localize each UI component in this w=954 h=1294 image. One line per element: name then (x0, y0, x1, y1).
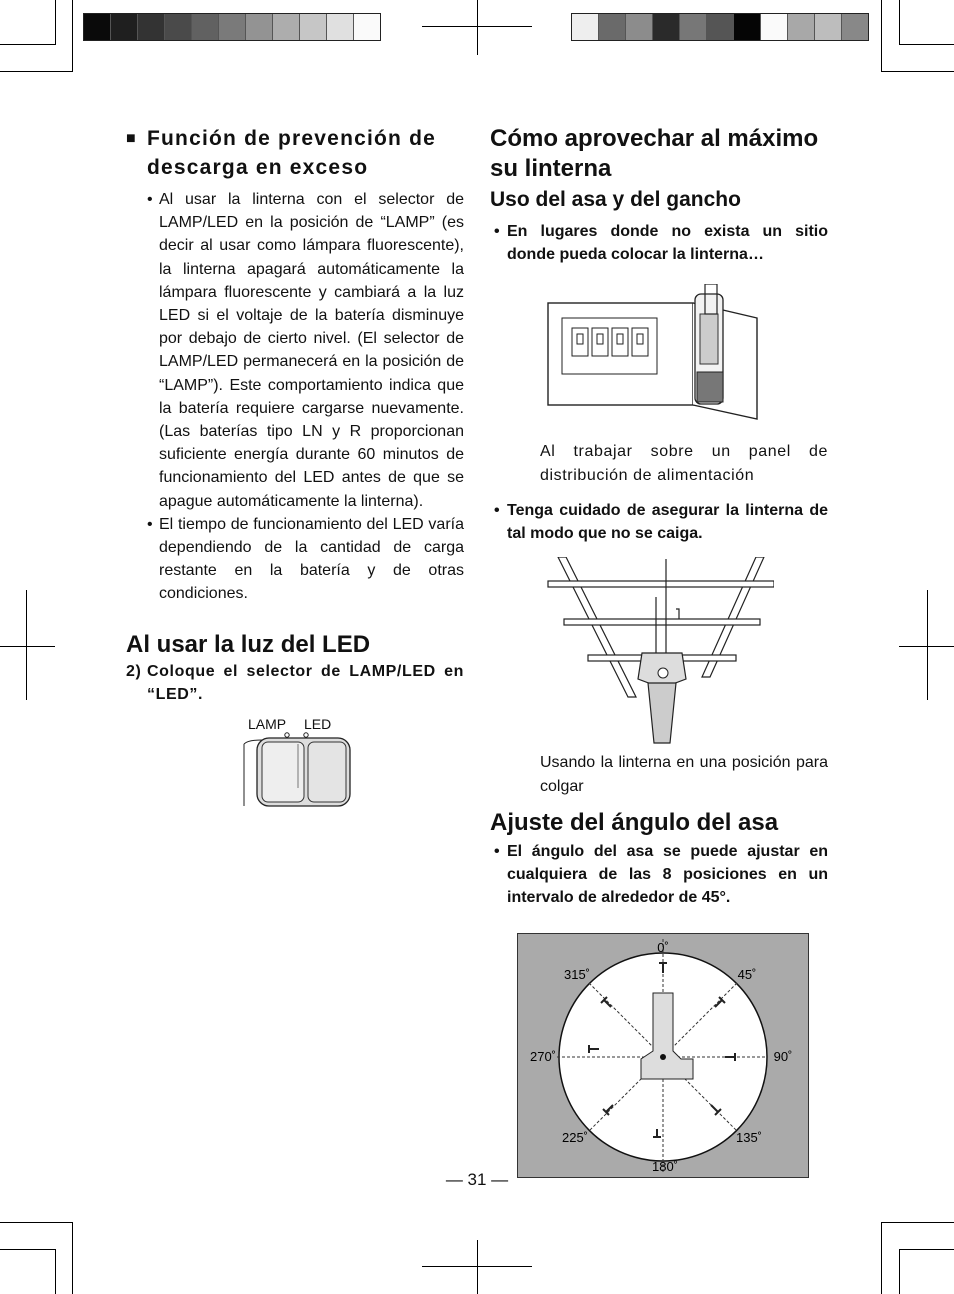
page-number: — 31 — (445, 1170, 509, 1189)
crop-mark (55, 1249, 56, 1294)
list-item (126, 513, 464, 606)
lamp-led-switch-illustration (126, 716, 464, 816)
crop-mark (0, 646, 55, 647)
bullet-icon: • (494, 843, 500, 860)
grayscale-strip-left (83, 13, 381, 41)
crop-mark (899, 1249, 900, 1294)
angle-label: 315˚ (563, 967, 591, 982)
crop-mark (477, 1240, 478, 1294)
crop-mark (0, 71, 72, 72)
step-instruction (126, 660, 464, 706)
angle-label: 0˚ (657, 940, 669, 955)
caption-hanging: Usando la linterna en una posición para colgar (540, 754, 828, 795)
list-item-text: Tenga cuidado de asegurar la linterna de tal modo que no se caiga. (507, 502, 828, 542)
list-item-text: En lugares donde no exista un sitio donde pueda colocar la linterna… (507, 223, 828, 263)
crop-mark (881, 0, 882, 72)
crop-mark (899, 1249, 954, 1250)
crop-mark (899, 0, 900, 45)
section-heading-led: Al usar la luz del LED (126, 630, 371, 658)
angle-label: 45˚ (737, 967, 757, 982)
crop-mark (899, 646, 954, 647)
crop-mark (881, 1222, 882, 1294)
angle-label: 225˚ (561, 1130, 589, 1145)
list-item-text: El ángulo del asa se puede ajustar en cualquiera de las 8 posiciones en un intervalo de alrededor de 45°. (507, 843, 828, 906)
crop-mark (26, 590, 27, 700)
crop-mark (72, 0, 73, 72)
list-item (490, 499, 828, 545)
bullet-icon: • (147, 515, 153, 533)
crop-mark (899, 44, 954, 45)
list-item (126, 188, 464, 513)
grayscale-strip-right (571, 13, 869, 41)
list-item (490, 840, 828, 909)
crop-mark (0, 1222, 72, 1223)
angle-label: 135˚ (735, 1130, 763, 1145)
section-heading-overdischarge (126, 124, 464, 182)
crop-mark (0, 1249, 55, 1250)
distribution-panel-illustration (545, 284, 765, 434)
bullet-icon: • (147, 191, 153, 208)
angle-label: 90˚ (773, 1049, 793, 1064)
hanging-lantern-illustration (544, 557, 774, 747)
list-item (490, 220, 828, 266)
list-item-text: El tiempo de funcionamiento del LED varía dependiendo de la cantidad de carga restante en la batería y de otras condiciones. (159, 515, 464, 603)
bullet-icon: • (494, 502, 500, 519)
crop-mark (927, 590, 928, 700)
angle-label: 180˚ (651, 1159, 679, 1174)
crop-mark (881, 1222, 954, 1223)
switch-drawing (238, 730, 358, 810)
list-item-text: Al usar la linterna con el selector de LAMP/LED en la posición de “LAMP” (es decir al usar como lámpara fluorescente), la linterna apagará automáticamente la lámpara fluorescente y cambiará a la luz LED si el voltaje de la batería disminuye por debajo de cierto nivel. (El selector de LAMP/LED permanecerá en la posición de “LAMP”). Este comportamiento indica que la batería requiere cargarse nuevamente. (Las baterías tipo LN y R proporcionan suficiente energía durante 60 minutos de funcionamiento del LED antes de que se apague automáticamente la linterna). (159, 191, 464, 510)
square-bullet-icon: ■ (126, 130, 137, 147)
crop-mark (422, 1266, 532, 1267)
handle-angle-diagram (517, 933, 809, 1179)
left-column (126, 124, 464, 816)
crop-mark (477, 0, 478, 55)
crop-mark (72, 1222, 73, 1294)
section-heading-handle-angle: Ajuste del ángulo del asa (490, 809, 779, 836)
crop-mark (422, 26, 532, 27)
angle-label: 270˚ (529, 1049, 557, 1064)
section-heading-text: Función de prevención de descarga en exceso (147, 127, 437, 179)
crop-mark (0, 44, 55, 45)
caption-panel: Al trabajar sobre un panel de distribución de alimentación (540, 443, 828, 484)
step-text: Coloque el selector de LAMP/LED en “LED”. (147, 662, 464, 703)
step-number: 2) (126, 662, 142, 680)
bullet-icon: • (494, 223, 500, 240)
subheading-handle-hook: Uso del asa y del gancho (490, 188, 741, 211)
switch-label-lamp: LAMP (248, 715, 287, 732)
crop-mark (55, 0, 56, 45)
page-title: Cómo aprovechar al máximo su linterna (490, 125, 819, 182)
crop-mark (881, 71, 954, 72)
right-column (490, 124, 828, 1179)
switch-label-led: LED (304, 715, 332, 732)
